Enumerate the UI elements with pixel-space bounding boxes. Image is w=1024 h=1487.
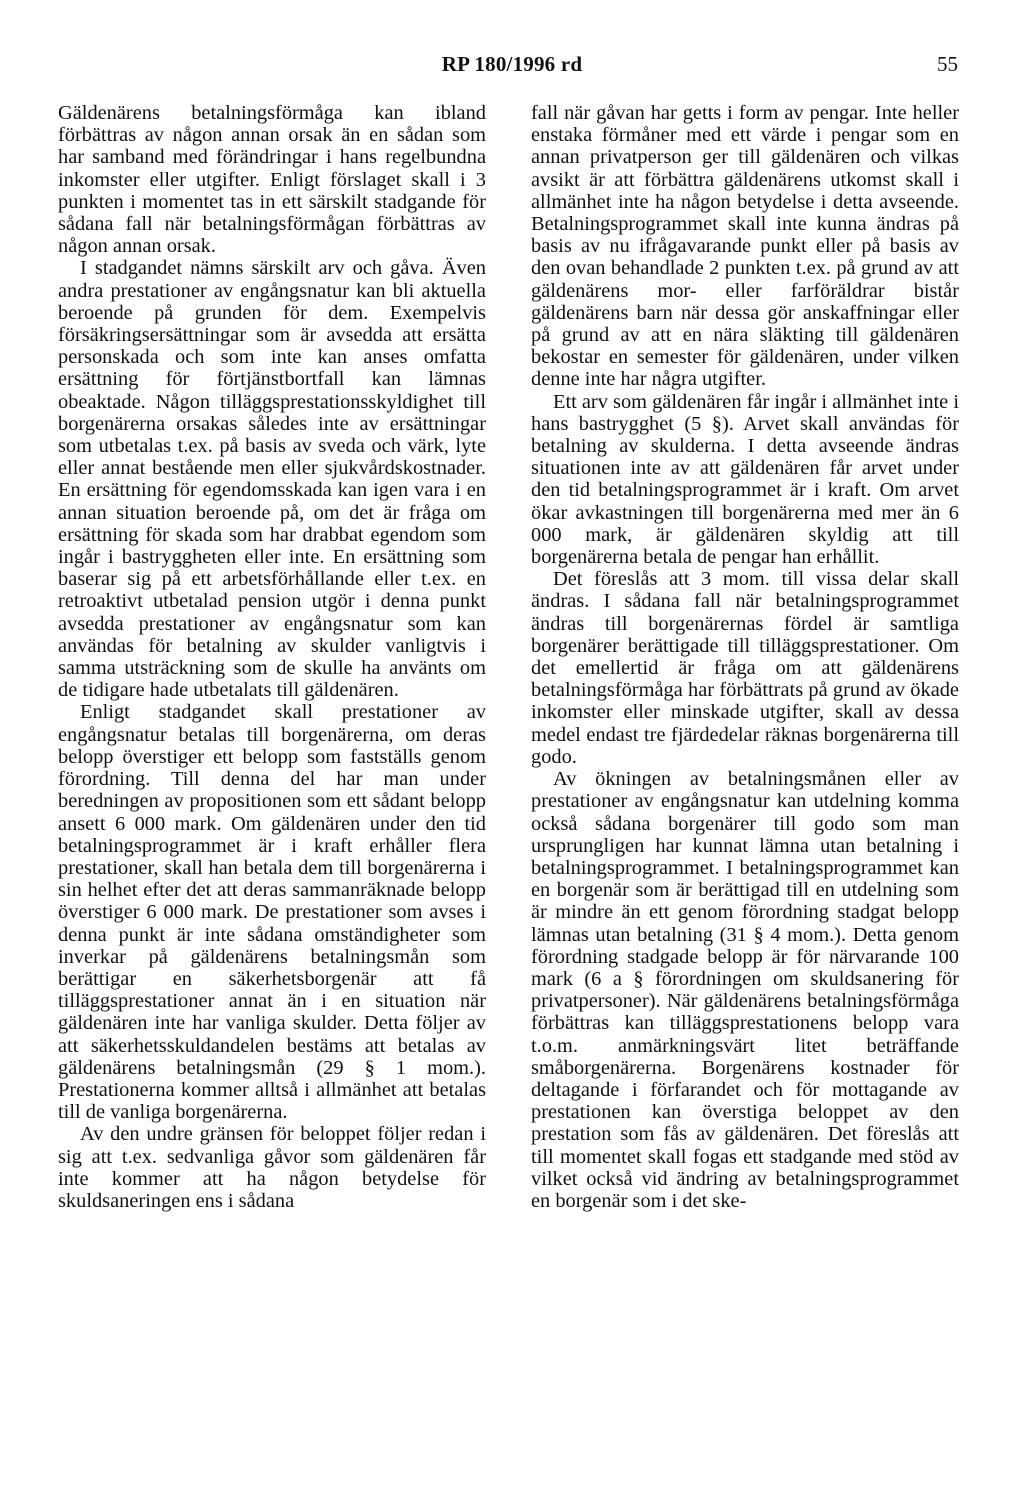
left-column [58, 102, 486, 1212]
right-column [531, 102, 959, 1212]
paragraph: Av ökningen av betalningsmånen eller av prestationer av engångsnatur kan utdelning komma också sådana borgenärer till godo som man ursprungligen har kunnat lämna utan betalning i betalningsprogrammet. I betalningsprogrammet kan en borgenär som är berättigad till en utdelning som är mindre än ett genom förordning stadgat belopp lämnas utan betalning (31 § 4 mom.). Detta genom förordning stadgade belopp är för närvarande 100 mark (6 a § förordningen om skuldsanering för privatpersoner). När gäldenärens betalningsförmåga förbättras kan tilläggsprestationens belopp vara t.o.m. anmärkningsvärt litet beträffande småborgenärerna. Borgenärens kostnader för deltagande i förfarandet och för mottagande av prestationen kan överstiga beloppet av den prestation som fås av gäldenären. Det föreslås att till momentet skall fogas ett stadgande med stöd av vilket också vid ändring av betalningsprogrammet en borgenär som i det ske- [531, 768, 959, 1212]
paragraph: I stadgandet nämns särskilt arv och gåva. Även andra prestationer av engångsnatur kan bli aktuella beroende på grunden för dem. Exempelvis försäkringsersättningar som är avsedda att ersätta personskada och som inte kan anses omfatta ersättning för förtjänstbortfall kan lämnas obeaktade. Någon tilläggsprestationsskyldighet till borgenärerna orsakas således inte av ersättningar som utbetalas t.ex. på basis av sveda och värk, lyte eller annat bestående men eller sjukvårdskostnader. En ersättning för egendomsskada kan igen vara i en annan situation beroende på, om det är fråga om ersättning för skada som har drabbat egendom som ingår i bastryggheten eller inte. En ersättning som baserar sig på ett arbetsförhållande eller t.ex. en retroaktivt utbetalad pension utgör i denna punkt avsedda prestationer av engångsnatur som kan användas för betalning av skulder vanligtvis i samma utsträckning som de skulle ha använts om de tidigare hade utbetalats till gäldenären. [58, 257, 486, 702]
page-number: 55 [937, 52, 958, 76]
paragraph: Gäldenärens betalningsförmåga kan ibland förbättras av någon annan orsak än en sådan som har samband med förändringar i hans regelbundna inkomster eller utgifter. Enligt förslaget skall i 3 punkten i momentet tas in ett särskilt stadgande för sådana fall när betalningsförmågan förbättras av någon annan orsak. [58, 102, 486, 258]
paragraph: Ett arv som gäldenären får ingår i allmänhet inte i hans bastrygghet (5 §). Arvet skall användas för betalning av skulderna. I detta avseende ändras situationen inte av att gäldenären får arvet under den tid betalningsprogrammet är i kraft. Om arvet ökar avkastningen till borgenärerna med mer än 6 000 mark, är gäldenären skyldig att till borgenärerna betala de pengar han erhållit. [531, 390, 959, 569]
paragraph: Det föreslås att 3 mom. till vissa delar skall ändras. I sådana fall när betalningsprogrammet ändras till borgenärernas fördel är samtliga borgenärer berättigade till tilläggsprestationer. Om det emellertid är fråga om att gäldenärens betalningsförmåga har förbättrats på grund av ökade inkomster eller minskade utgifter, skall av dessa medel endast tre fjärdedelar räknas borgenärerna till godo. [531, 568, 959, 768]
page-header [0, 52, 1024, 80]
paragraph: fall när gåvan har getts i form av pengar. Inte heller enstaka förmåner med ett värde i pengar som en annan privatperson ger till gäldenären och vilkas avsikt är att förbättra gäldenärens utkomst skall i allmänhet inte ha någon betydelse i detta avseende. Betalningsprogrammet skall inte kunna ändras på basis av nu ifrågavarande punkt eller på basis av den ovan behandlade 2 punkten t.ex. på grund av att gäldenärens mor- eller farföräldrar bistår gäldenärens barn när dessa gör anskaffningar eller på grund av att en nära släkting till gäldenären bekostar en semester för gäldenären, under vilken denne inte har några utgifter. [531, 102, 959, 391]
paragraph: Enligt stadgandet skall prestationer av engångsnatur betalas till borgenärerna, om deras belopp överstiger ett belopp som fastställs genom förordning. Till denna del har man under beredningen av propositionen som ett sådant belopp ansett 6 000 mark. Om gäldenären under den tid betalningsprogrammet är i kraft erhåller flera prestationer, skall han betala dem till borgenärerna i sin helhet efter det att deras sammanräknade belopp överstiger 6 000 mark. De prestationer som avses i denna punkt är inte sådana omständigheter som inverkar på gäldenärens betalningsmån som berättigar en säkerhetsborgenär att få tilläggsprestationer annat än i en situation när gäldenären inte har vanliga skulder. Detta följer av att säkerhetsskuldandelen bestäms att betalas av gäldenärens betalningsmån (29 § 1 mom.). Prestationerna kommer alltså i allmänhet att betalas till de vanliga borgenärerna. [58, 701, 486, 1124]
paragraph: Av den undre gränsen för beloppet följer redan i sig att t.ex. sedvanliga gåvor som gäldenären får inte kommer att ha någon betydelse för skuldsaneringen ens i sådana [58, 1123, 486, 1212]
document-reference: RP 180/1996 rd [441, 52, 583, 76]
